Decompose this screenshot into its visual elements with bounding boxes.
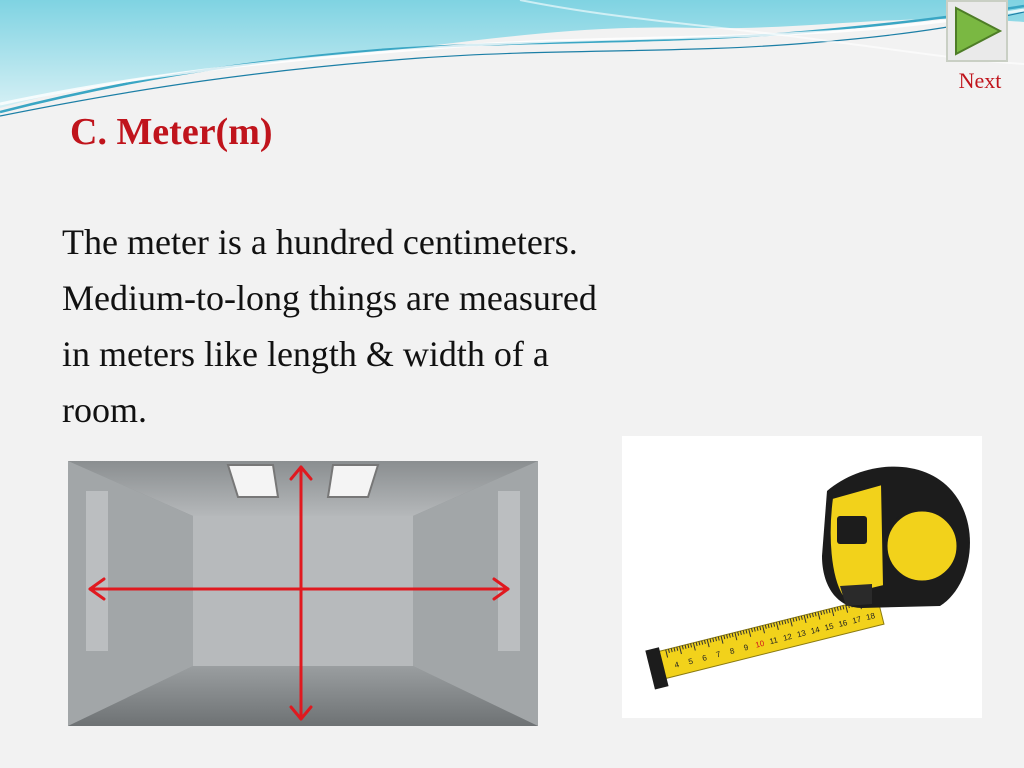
next-button[interactable] — [946, 0, 1008, 62]
ruler-number: 17 — [851, 614, 863, 626]
ruler-number: 8 — [728, 646, 736, 657]
ruler-number: 9 — [742, 642, 750, 653]
body-line: Medium-to-long things are measured — [62, 278, 597, 318]
ruler-number: 7 — [715, 649, 722, 660]
ruler-number: 4 — [673, 660, 681, 670]
ruler-number: 18 — [865, 611, 877, 623]
body-line: room. — [62, 390, 147, 430]
ruler-number: 5 — [687, 656, 694, 667]
body-text — [62, 214, 822, 438]
slide-title: C. Meter(m) — [70, 111, 273, 153]
ruler-number: 6 — [701, 653, 708, 663]
ruler-number: 11 — [768, 635, 779, 647]
play-triangle-icon — [948, 2, 1006, 60]
room-illustration — [68, 461, 538, 726]
ruler-number: 16 — [837, 618, 849, 629]
header-wave-banner — [0, 0, 1024, 120]
body-line: The meter is a hundred centimeters. — [62, 222, 578, 262]
tape-measure-illustration — [622, 436, 982, 718]
next-label[interactable]: Next — [958, 68, 1002, 93]
ruler-number: 14 — [809, 624, 821, 636]
body-line: in meters like length & width of a — [62, 334, 549, 374]
ruler-number: 10 — [754, 638, 766, 650]
ruler-number: 12 — [782, 631, 793, 643]
ruler-number: 13 — [796, 628, 807, 640]
ruler-number: 15 — [823, 621, 835, 633]
